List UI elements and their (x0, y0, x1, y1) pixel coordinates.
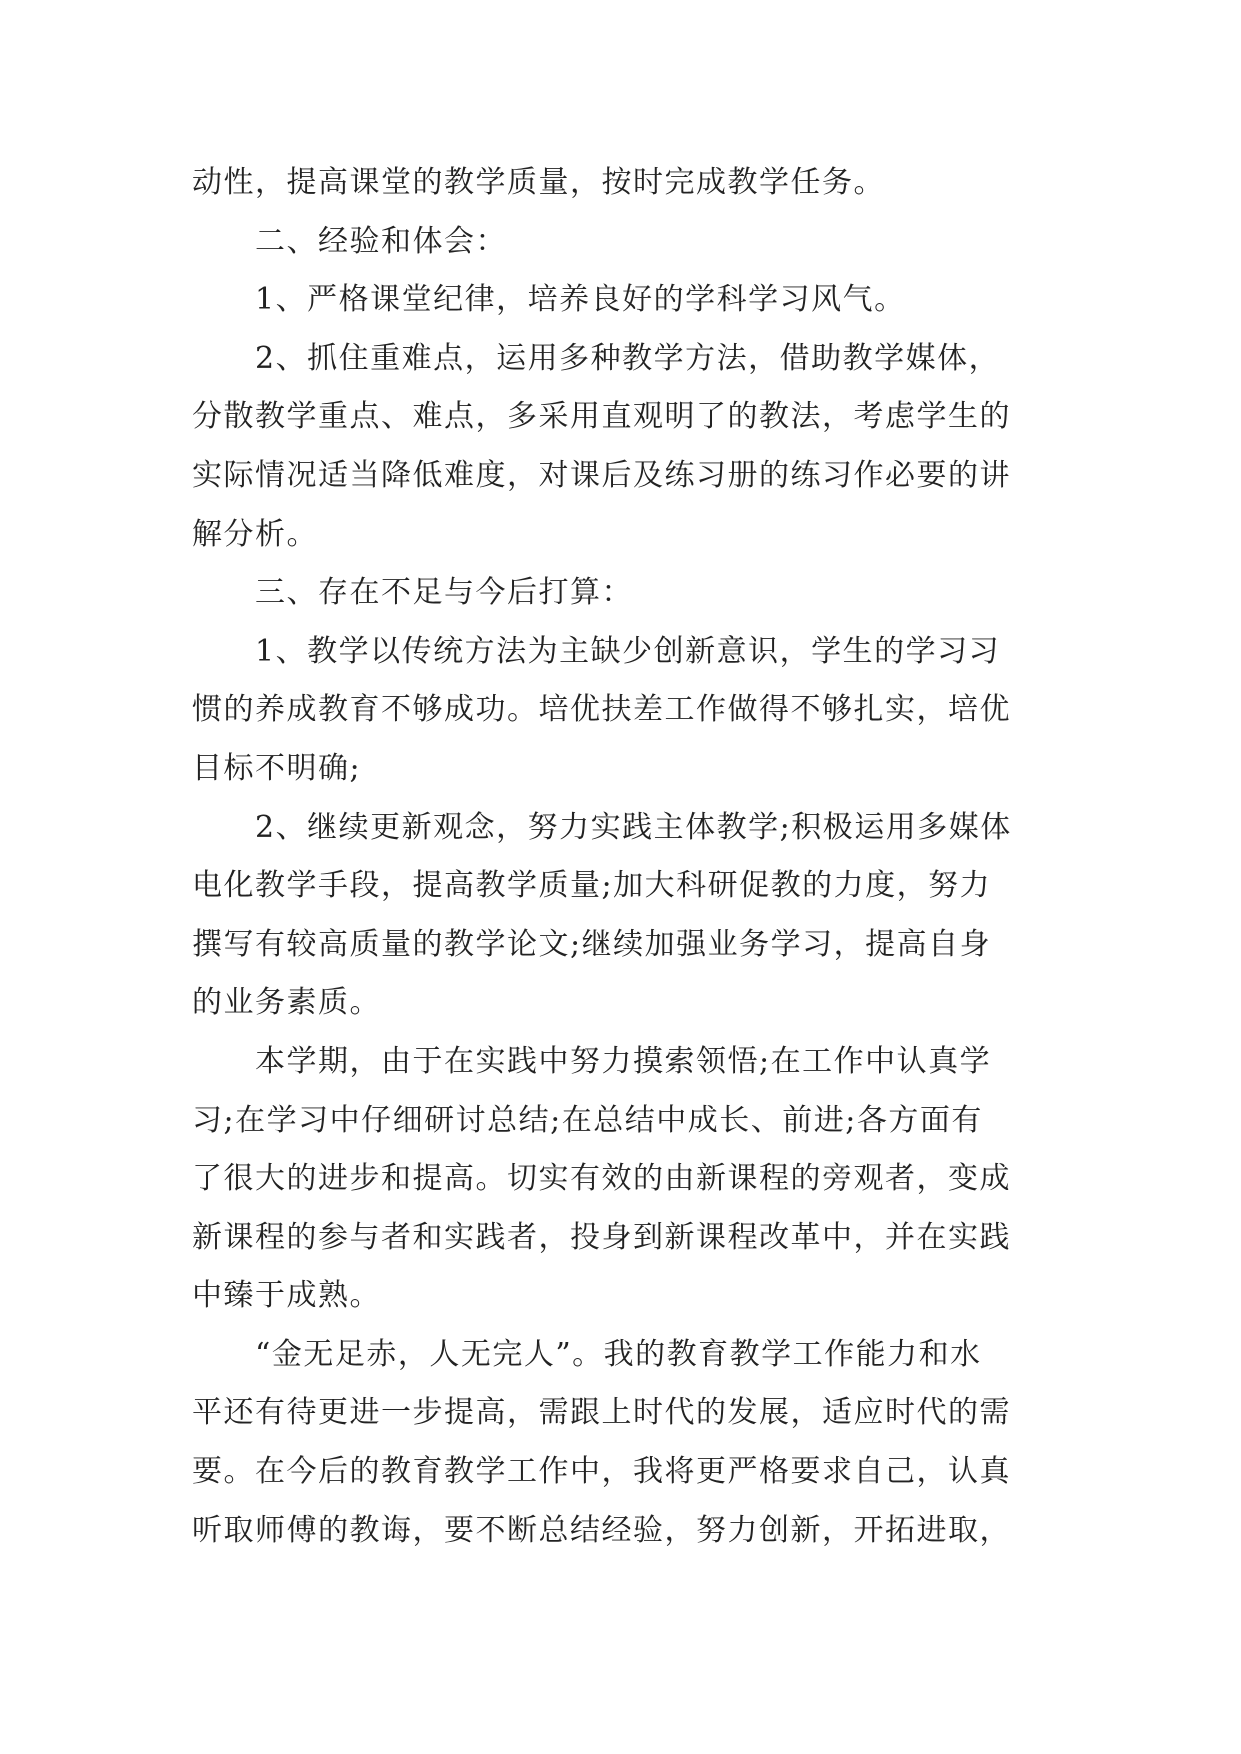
text-line: 听取师傅的教诲，要不断总结经验，努力创新，开拓进取， (192, 1512, 1011, 1548)
section-heading: 二、经验和体会： (192, 223, 507, 259)
text-line: 中臻于成熟。 (192, 1278, 381, 1314)
document-body (192, 154, 1052, 1560)
text-line: 解分析。 (192, 516, 318, 552)
text-line: 2、抓住重难点，运用多种教学方法，借助教学媒体， (192, 340, 1001, 376)
text-line: 撰写有较高质量的教学论文;继续加强业务学习，提高自身 (192, 926, 992, 962)
text-line: 平还有待更进一步提高，需跟上时代的发展，适应时代的需 (192, 1395, 1011, 1431)
text-line: 本学期，由于在实践中努力摸索领悟;在工作中认真学 (192, 1043, 992, 1079)
text-line: 了很大的进步和提高。切实有效的由新课程的旁观者，变成 (192, 1161, 1011, 1197)
text-line: 实际情况适当降低难度，对课后及练习册的练习作必要的讲 (192, 457, 1011, 493)
text-line: 的业务素质。 (192, 985, 381, 1021)
text-line: 动性，提高课堂的教学质量，按时完成教学任务。 (192, 165, 885, 200)
text-line: 分散教学重点、难点，多采用直观明了的教法，考虑学生的 (192, 399, 1011, 435)
text-line: 1、严格课堂纪律，培养良好的学科学习风气。 (192, 282, 906, 318)
text-line: 要。在今后的教育教学工作中，我将更严格要求自己，认真 (192, 1454, 1011, 1490)
text-line: 目标不明确; (192, 750, 362, 786)
text-line: 惯的养成教育不够成功。培优扶差工作做得不够扎实，培优 (192, 692, 1011, 728)
text-line: 习;在学习中仔细研讨总结;在总结中成长、前进;各方面有 (192, 1102, 983, 1138)
text-line: 新课程的参与者和实践者，投身到新课程改革中，并在实践 (192, 1219, 1011, 1255)
text-line: 电化教学手段，提高教学质量;加大科研促教的力度，努力 (192, 868, 992, 904)
text-line: “金无足赤，人无完人”。我的教育教学工作能力和水 (192, 1336, 982, 1372)
text-line: 2、继续更新观念，努力实践主体教学;积极运用多媒体 (192, 809, 1012, 845)
section-heading: 三、存在不足与今后打算： (192, 575, 633, 611)
text-line: 1、教学以传统方法为主缺少创新意识，学生的学习习 (192, 633, 1001, 669)
